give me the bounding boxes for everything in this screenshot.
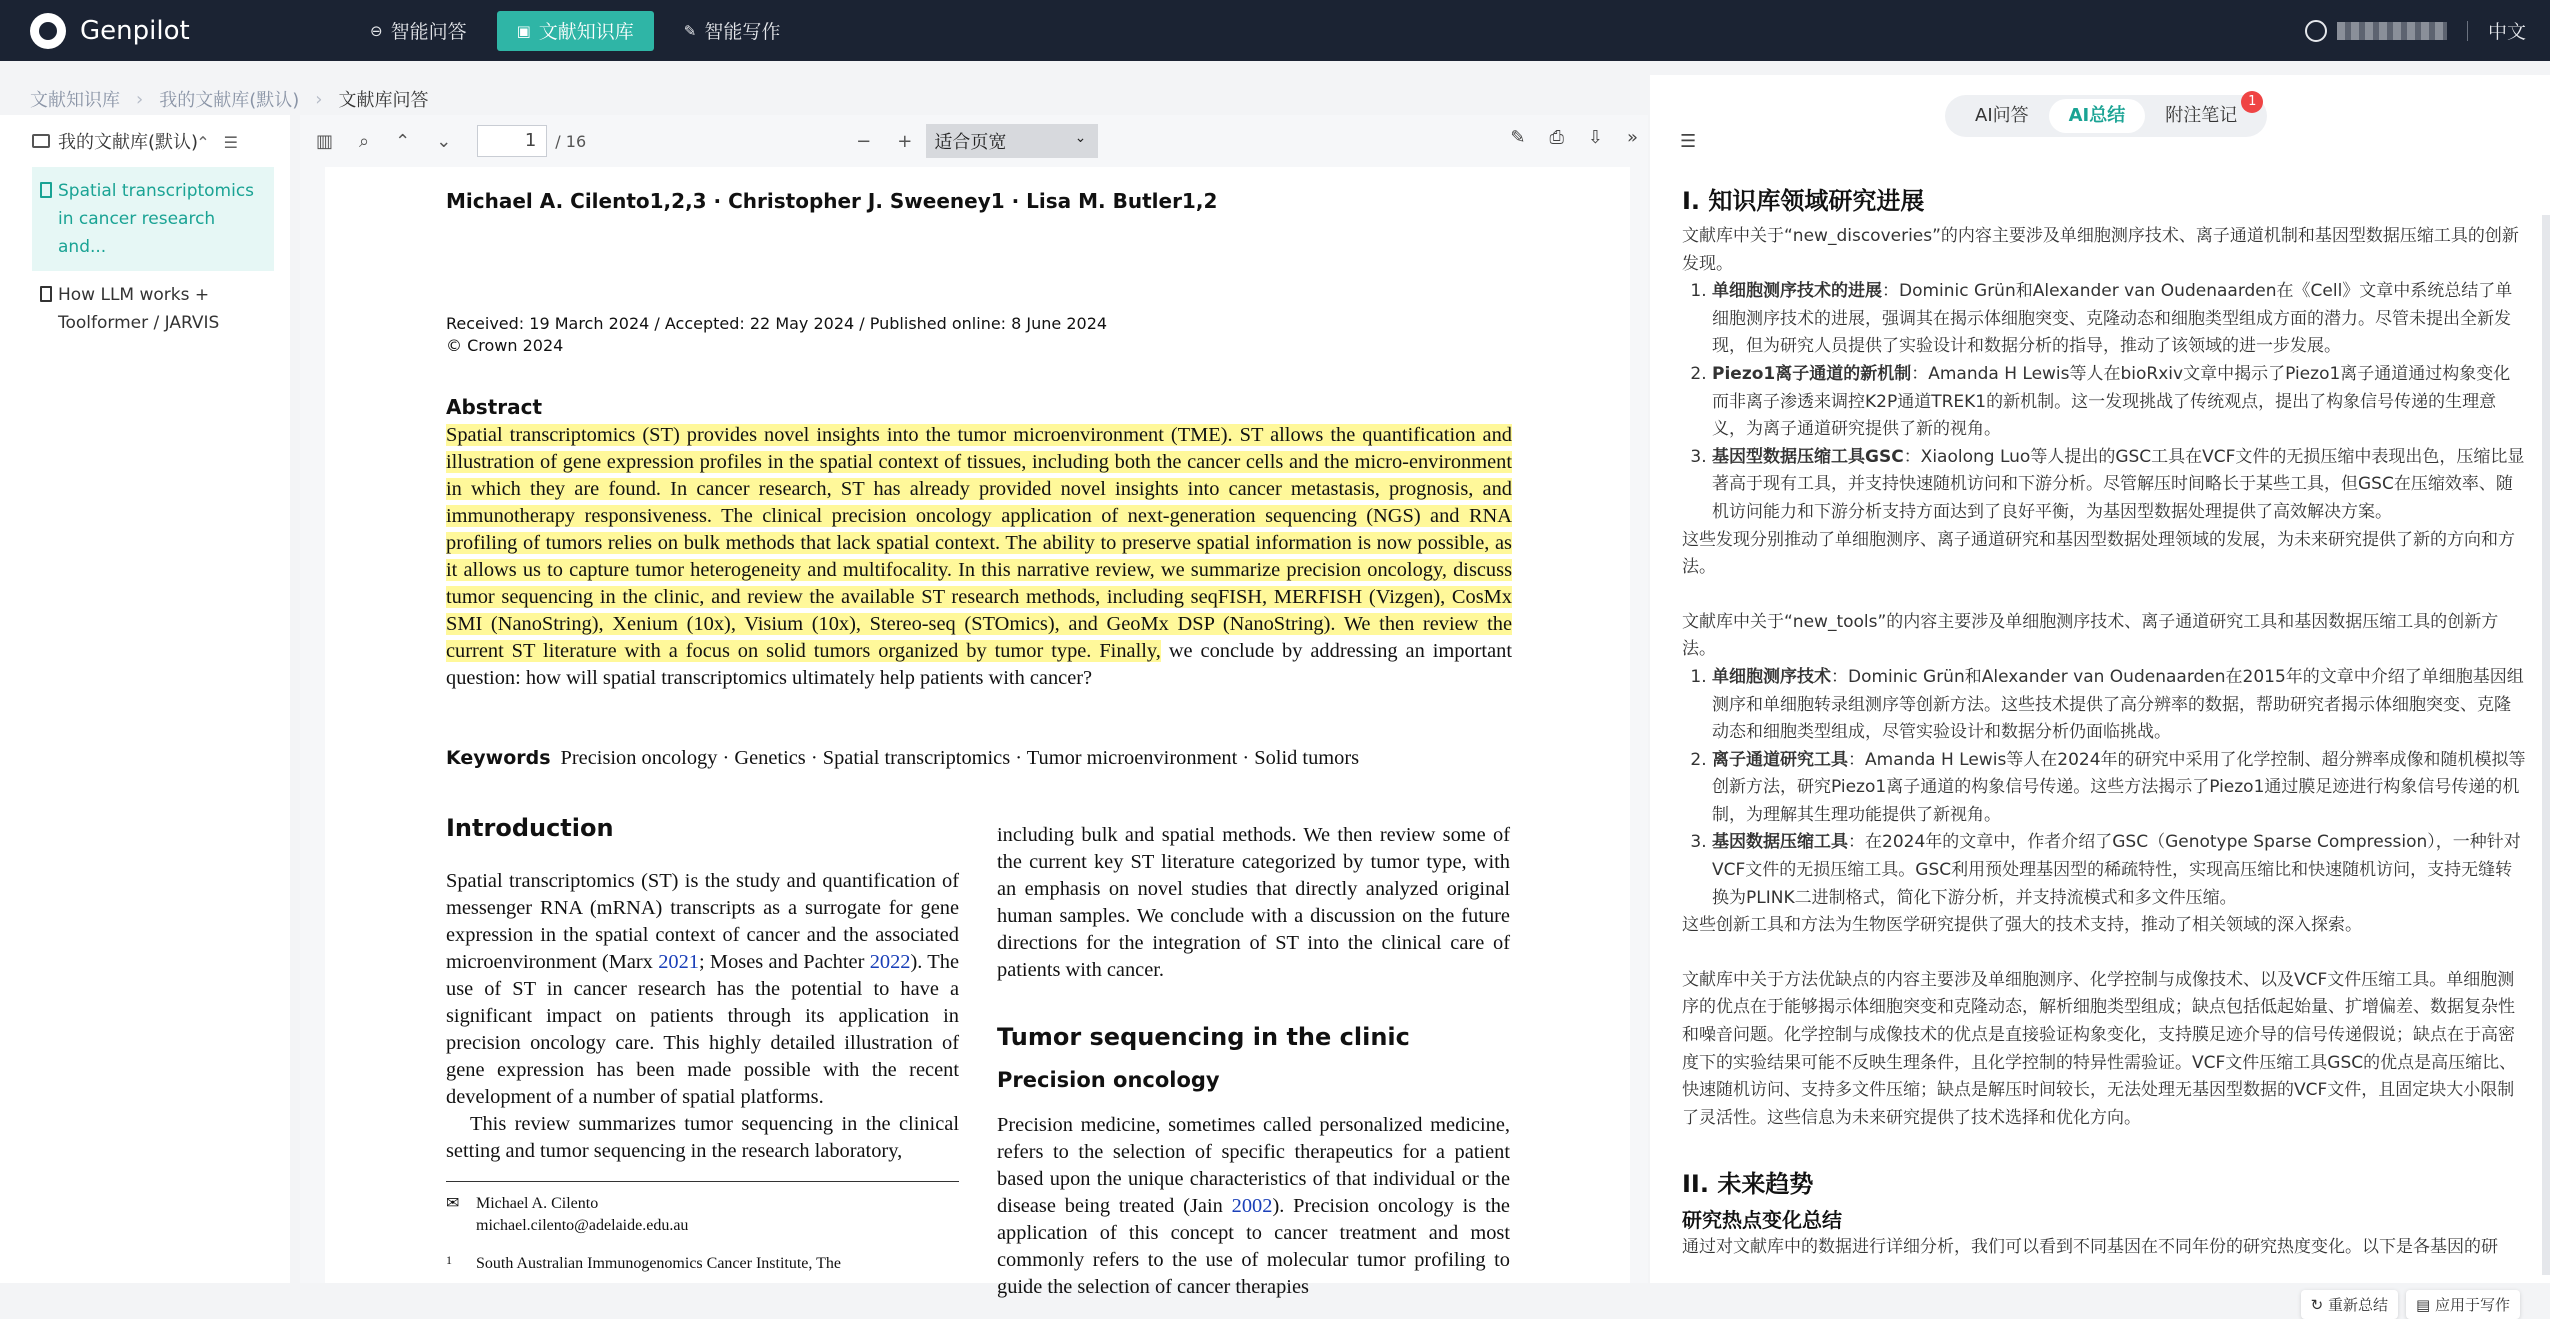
document-icon — [40, 286, 52, 302]
summary-paragraph: 这些发现分别推动了单细胞测序、离子通道研究和基因型数据处理领域的发展，为未来研究提供了新的方向和方法。 — [1682, 529, 2515, 578]
app-logo[interactable] — [30, 13, 350, 49]
library-sidebar — [0, 115, 290, 1283]
paragraph — [997, 1112, 1510, 1301]
doc-title-line: Toolformer / JARVIS — [58, 313, 220, 333]
user-name-redacted[interactable] — [2337, 22, 2447, 40]
document-icon — [40, 182, 52, 198]
document-icon: ▤ — [2416, 1296, 2435, 1314]
summary-paragraph: 文献库中关于“new_discoveries”的内容主要涉及单细胞测序技术、离子通道机制和基因型数据压缩工具的创新发现。 — [1682, 226, 2519, 274]
spacer — [1682, 1132, 2527, 1168]
library-tools — [196, 133, 252, 152]
footnote-rule — [446, 1181, 959, 1182]
top-right-area — [2305, 0, 2526, 61]
item-text: ：Dominic Grün和Alexander van Oudenaarden在2015年的文章中介绍了单细胞基因组测序和单细胞转录组测序等创新方法。这些技术提供了高分辨率的数据，帮助研究者揭示体细胞突变、克隆动态和细胞类型组成，尽管实验设计和数据分析仍面临挑战。 — [1712, 666, 2524, 743]
keywords — [446, 747, 1359, 770]
citation-link[interactable]: 2021 — [658, 951, 699, 973]
nav-label: 智能写作 — [704, 21, 781, 43]
paragraph: This review summarizes tumor sequencing in the clinical setting and tumor sequencing in the research laboratory, — [446, 1113, 959, 1162]
pdf-toolbar-right — [1486, 127, 1638, 148]
section-heading: Introduction — [446, 814, 614, 842]
item-text: ：Xiaolong Luo等人提出的GSC工具在VCF文件的无损压缩中表现出色，压缩比显著高于现有工具，并支持快速随机访问和下游分析。尽管解压时间略长于某些工具，但GSC在压缩效率、随机访问能力和下游分析支持方面达到了良好平衡，为基因型数据处理提供了高效解决方案。 — [1712, 446, 2525, 522]
app-name: Genpilot — [80, 15, 190, 46]
tab-notes[interactable] — [2145, 94, 2257, 133]
doc-item-llm-works[interactable] — [32, 271, 274, 347]
paragraph — [446, 868, 959, 1111]
chevron-down-icon[interactable]: ⌄ — [436, 130, 452, 152]
tab-ai-summary[interactable]: AI总结 — [2049, 99, 2146, 133]
abstract-rest: we conclude by addressing an important question: how will spatial transcriptomics ultimately help patients with cancer? — [446, 640, 1512, 689]
user-icon[interactable] — [2305, 20, 2327, 42]
nav-label: 文献知识库 — [538, 21, 634, 43]
item-text: ：Amanda H Lewis等人在2024年的研究中采用了化学控制、超分辨率成像和随机模拟等创新方法，研究Piezo1离子通道的构象信号传递。这些方法揭示了Piezo1通过膜足迹进行构象信号传递的机制，为理解其生理功能提供了新视角。 — [1712, 749, 2526, 825]
page-total: / 16 — [555, 131, 587, 151]
summary-paragraph: 通过对文献库中的数据进行详细分析，我们可以看到不同基因在不同年份的研究热度变化。以下是各基因的研 — [1682, 1237, 2498, 1258]
breadcrumb — [30, 86, 428, 112]
summary-list — [1712, 278, 2527, 526]
button-label: 应用于写作 — [2434, 1296, 2510, 1314]
received-line: Received: 19 March 2024 / Accepted: 22 May 2024 / Published online: 8 June 2024 — [446, 314, 1108, 333]
nav-literature-library[interactable] — [497, 11, 654, 51]
doc-title-line: Spatial transcriptomics — [58, 181, 255, 201]
paragraph: including bulk and spatial methods. We then review some of the current key ST literature categorized by tumor type, with an emphasis on novel studies that directly analyzed original human samples. We conclude with a discussion on the future directions for the integration of ST into the clinical care of patients with cancer. — [997, 824, 1510, 981]
refresh-icon: ↻ — [2310, 1296, 2329, 1314]
footnote-author: Michael A. Cilento — [476, 1195, 599, 1212]
pdf-page — [325, 167, 1630, 1298]
tab-notes-label: 附注笔记 — [2165, 105, 2238, 126]
column-right — [997, 822, 1510, 1301]
text: Precision medicine, sometimes called personalized medicine, refers to the selection of specific therapeutics for a patient based upon the unique characteristics of that individual or the disease being treated (Jain — [997, 1114, 1510, 1217]
highlighted-text[interactable]: Spatial transcriptomics (ST) provides novel insights into the tumor microenvironment (TME). ST allows the quantification and illustration of gene expression profiles in the spatial context of tissues, including both the cancer cells and the micro-environment in which they are found. In cancer research, ST has already provided novel insights into cancer metastasis, prognosis, and immunotherapy responsiveness. The clinical precision oncology application of next-generation sequencing (NGS) and RNA profiling of tumors relies on bulk methods that lack spatial context. The ability to preserve spatial information is now possible, as it allows us to capture tumor heterogeneity and multifocality. In this narrative review, we summarize precision oncology, discuss tumor sequencing in the clinic, and review the available ST research methods, including seqFISH, MERFISH (Vizgen), CosMx SMI (NanoString), Xenium (10x), Visium (10x), Stereo-seq (STOmics), and GeoMx DSP (NanoString). We then review the current ST literature with a focus on solid tumors organized by tumor type. Finally, — [446, 424, 1512, 662]
text: Spatial transcriptomics (ST) is the study and quantification of messenger RNA (mRNA) transcripts as a surrogate for gene expression in the spatial context of cancer and the associated microenvironment (Marx — [446, 870, 959, 973]
top-navbar — [0, 0, 2550, 61]
footnote-number: 1 — [446, 1253, 452, 1267]
copyright-line: © Crown 2024 — [446, 336, 564, 355]
nav-smart-qa[interactable] — [350, 11, 487, 51]
footnote-affiliation — [446, 1253, 959, 1275]
page-number-input[interactable]: 1 — [477, 125, 547, 157]
footnote — [446, 1193, 959, 1275]
column-left — [446, 815, 959, 1165]
item-title: 基因型数据压缩工具GSC — [1712, 446, 1904, 467]
library-name: 我的文献库(默认) — [58, 132, 199, 153]
summary-content — [1682, 185, 2527, 1283]
doc-title-line: How LLM works + — [58, 285, 210, 305]
summary-heading: II. 未来趋势 — [1682, 1170, 1814, 1199]
apply-to-writing-button[interactable] — [2406, 1290, 2520, 1319]
summary-paragraph: 文献库中关于“new_tools”的内容主要涉及单细胞测序技术、离子通道研究工具和基因数据压缩工具的创新方法。 — [1682, 611, 2499, 660]
pdf-viewer — [300, 115, 1648, 1298]
breadcrumb-separator: › — [315, 88, 323, 110]
logo-icon — [30, 13, 66, 49]
chat-icon: ⊖ — [370, 21, 383, 40]
book-icon: ▣ — [516, 21, 531, 40]
breadcrumb-current: 文献库问答 — [338, 90, 429, 111]
ai-panel — [1650, 75, 2550, 1314]
list-item — [1712, 361, 2527, 444]
folder-icon — [32, 134, 50, 148]
sidebar-toggle-icon[interactable]: ▥ — [316, 130, 334, 152]
breadcrumb-item[interactable]: 文献知识库 — [30, 90, 120, 111]
collapse-icon[interactable]: ☰ — [223, 133, 252, 152]
paper-dates — [446, 313, 1107, 357]
citation-link[interactable]: 2002 — [1231, 1195, 1273, 1217]
nav-smart-writing[interactable] — [664, 11, 801, 51]
summary-list — [1712, 664, 2527, 912]
zoom-out-icon[interactable]: − — [856, 130, 872, 152]
summary-subheading: 研究热点变化总结 — [1682, 1208, 1842, 1233]
zoom-in-icon[interactable]: + — [897, 130, 913, 152]
item-title: 单细胞测序技术的进展 — [1712, 281, 1882, 302]
text: ). The use of ST in cancer research has the potential to have a significant impact on patients through its application in precision oncology care. This highly detailed illustration of gene expression has been made possible with the recent development of a number of spatial platforms. — [446, 951, 959, 1108]
highlight-pen-icon[interactable]: ✎ — [1510, 127, 1526, 148]
item-title: Piezo1离子通道的新机制 — [1712, 363, 1912, 384]
outline-toggle-icon[interactable]: ☰ — [1680, 131, 1697, 152]
language-switch[interactable]: 中文 — [2487, 21, 2526, 43]
item-text: ：Dominic Grün和Alexander van Oudenaarden在《Cell》文章中系统总结了单细胞测序技术的进展，强调其在揭示体细胞突变、克隆动态和细胞类型组成方面的潜力。尽管未提出全新发现，但为研究人员提供了实验设计和数据分析的指导，推动了该领域的进一步发展。 — [1712, 281, 2513, 357]
abstract-title: Abstract — [446, 395, 543, 419]
footnote-corresponding — [446, 1193, 959, 1237]
tab-ai-qa[interactable]: AI问答 — [1975, 105, 2029, 126]
list-item — [1712, 747, 2527, 830]
regenerate-summary-button[interactable] — [2301, 1290, 2398, 1319]
text: ; Moses and Pachter — [698, 951, 870, 973]
pdf-toolbar — [300, 115, 1648, 167]
list-item — [1712, 829, 2527, 912]
item-text: ：Amanda H Lewis等人在bioRxiv文章中揭示了Piezo1离子通道通过构象变化而非离子渗透来调控K2P通道TREK1的新机制。这一发现挑战了传统观点，提出了构象信号传递的生理意义，为离子通道研究提供了新的视角。 — [1712, 363, 2511, 440]
subsection-heading: Precision oncology — [997, 1068, 1220, 1092]
doc-title-line: in cancer research and... — [58, 209, 216, 257]
breadcrumb-item[interactable]: 我的文献库(默认) — [159, 90, 300, 111]
citation-link[interactable]: 2022 — [869, 951, 911, 973]
search-icon[interactable]: ⌕ — [359, 130, 370, 152]
footnote-email[interactable]: michael.cilento@adelaide.edu.au — [476, 1217, 689, 1234]
item-text: ：在2024年的文章中，作者介绍了GSC（Genotype Sparse Compression），一种针对VCF文件的无损压缩工具。GSC利用预处理基因型的稀疏特性，实现高压缩比和快速随机访问，支持无缝转换为PLINK二进制格式，简化下游分析，并支持流模式和多文件压缩。 — [1712, 832, 2521, 908]
summary-paragraph: 这些创新工具和方法为生物医学研究提供了强大的技术支持，推动了相关领域的深入探索。 — [1682, 915, 2362, 936]
chevron-down-icon: ⌄ — [1074, 130, 1087, 146]
summary-heading: I. 知识库领域研究进展 — [1682, 187, 1925, 215]
download-icon[interactable]: ⇩ — [1587, 127, 1603, 148]
list-item — [1712, 444, 2527, 527]
print-icon[interactable]: ⎙ — [1549, 127, 1564, 148]
floating-actions — [2293, 1290, 2520, 1319]
chevron-up-icon[interactable]: ⌃ — [196, 133, 224, 152]
nav-label: 智能问答 — [390, 21, 467, 43]
scrollbar[interactable] — [2542, 215, 2550, 1275]
panel-tabs — [1945, 95, 2267, 137]
notification-badge: 1 — [2241, 91, 2263, 113]
doc-item-spatial-transcriptomics[interactable] — [32, 167, 274, 271]
section-heading: Tumor sequencing in the clinic — [997, 1023, 1410, 1051]
divider — [2467, 21, 2468, 41]
zoom-select[interactable] — [926, 124, 1098, 158]
item-title: 单细胞测序技术 — [1712, 666, 1831, 687]
chevron-up-icon[interactable]: ⌃ — [395, 130, 411, 152]
list-item — [1712, 278, 2527, 361]
zoom-value: 适合页宽 — [934, 132, 1007, 153]
item-title: 基因数据压缩工具 — [1712, 832, 1848, 853]
keywords-list: Precision oncology · Genetics · Spatial transcriptomics · Tumor microenvironment · Solid tumors — [560, 747, 1360, 769]
paper-authors: Michael A. Cilento1,2,3 · Christopher J. Sweeney1 · Lisa M. Butler1,2 — [446, 189, 1218, 213]
breadcrumb-separator: › — [136, 88, 144, 110]
list-item — [1712, 664, 2527, 747]
spacer — [1682, 940, 2527, 967]
more-tools-icon[interactable]: » — [1626, 127, 1638, 148]
abstract-text[interactable] — [446, 422, 1512, 692]
text: ). Precision oncology is the application of this concept to cancer treatment and most commonly refers to the use of molecular tumor profiling to guide the selection of cancer therapies — [997, 1195, 1510, 1298]
button-label: 重新总结 — [2328, 1296, 2389, 1314]
spacer — [1682, 582, 2527, 609]
item-title: 离子通道研究工具 — [1712, 749, 1848, 770]
envelope-icon: ✉ — [446, 1195, 460, 1212]
summary-paragraph: 文献库中关于方法优缺点的内容主要涉及单细胞测序、化学控制与成像技术、以及VCF文件压缩工具。单细胞测序的优点在于能够揭示体细胞突变和克隆动态，解析细胞类型组成；缺点包括低起始量、扩增偏差、数据复杂性和噪音问题。化学控制与成像技术的优点是直接验证构象变化，支持膜足迹介导的信号传递假说；缺点在于高密度下的实验结果可能不反映生理条件，且化学控制的特异性需验证。VCF文件压缩工具GSC的优点是高压缩比、快速随机访问、支持多文件压缩；缺点是解压时间较长，无法处理无基因型数据的VCF文件，且固定块大小限制了灵活性。这些信息为未来研究提供了技术选择和优化方向。 — [1682, 969, 2517, 1128]
edit-icon: ✎ — [683, 21, 697, 40]
affiliation-text: South Australian Immunogenomics Cancer Institute, The — [476, 1255, 841, 1272]
keywords-label: Keywords — [446, 747, 551, 769]
